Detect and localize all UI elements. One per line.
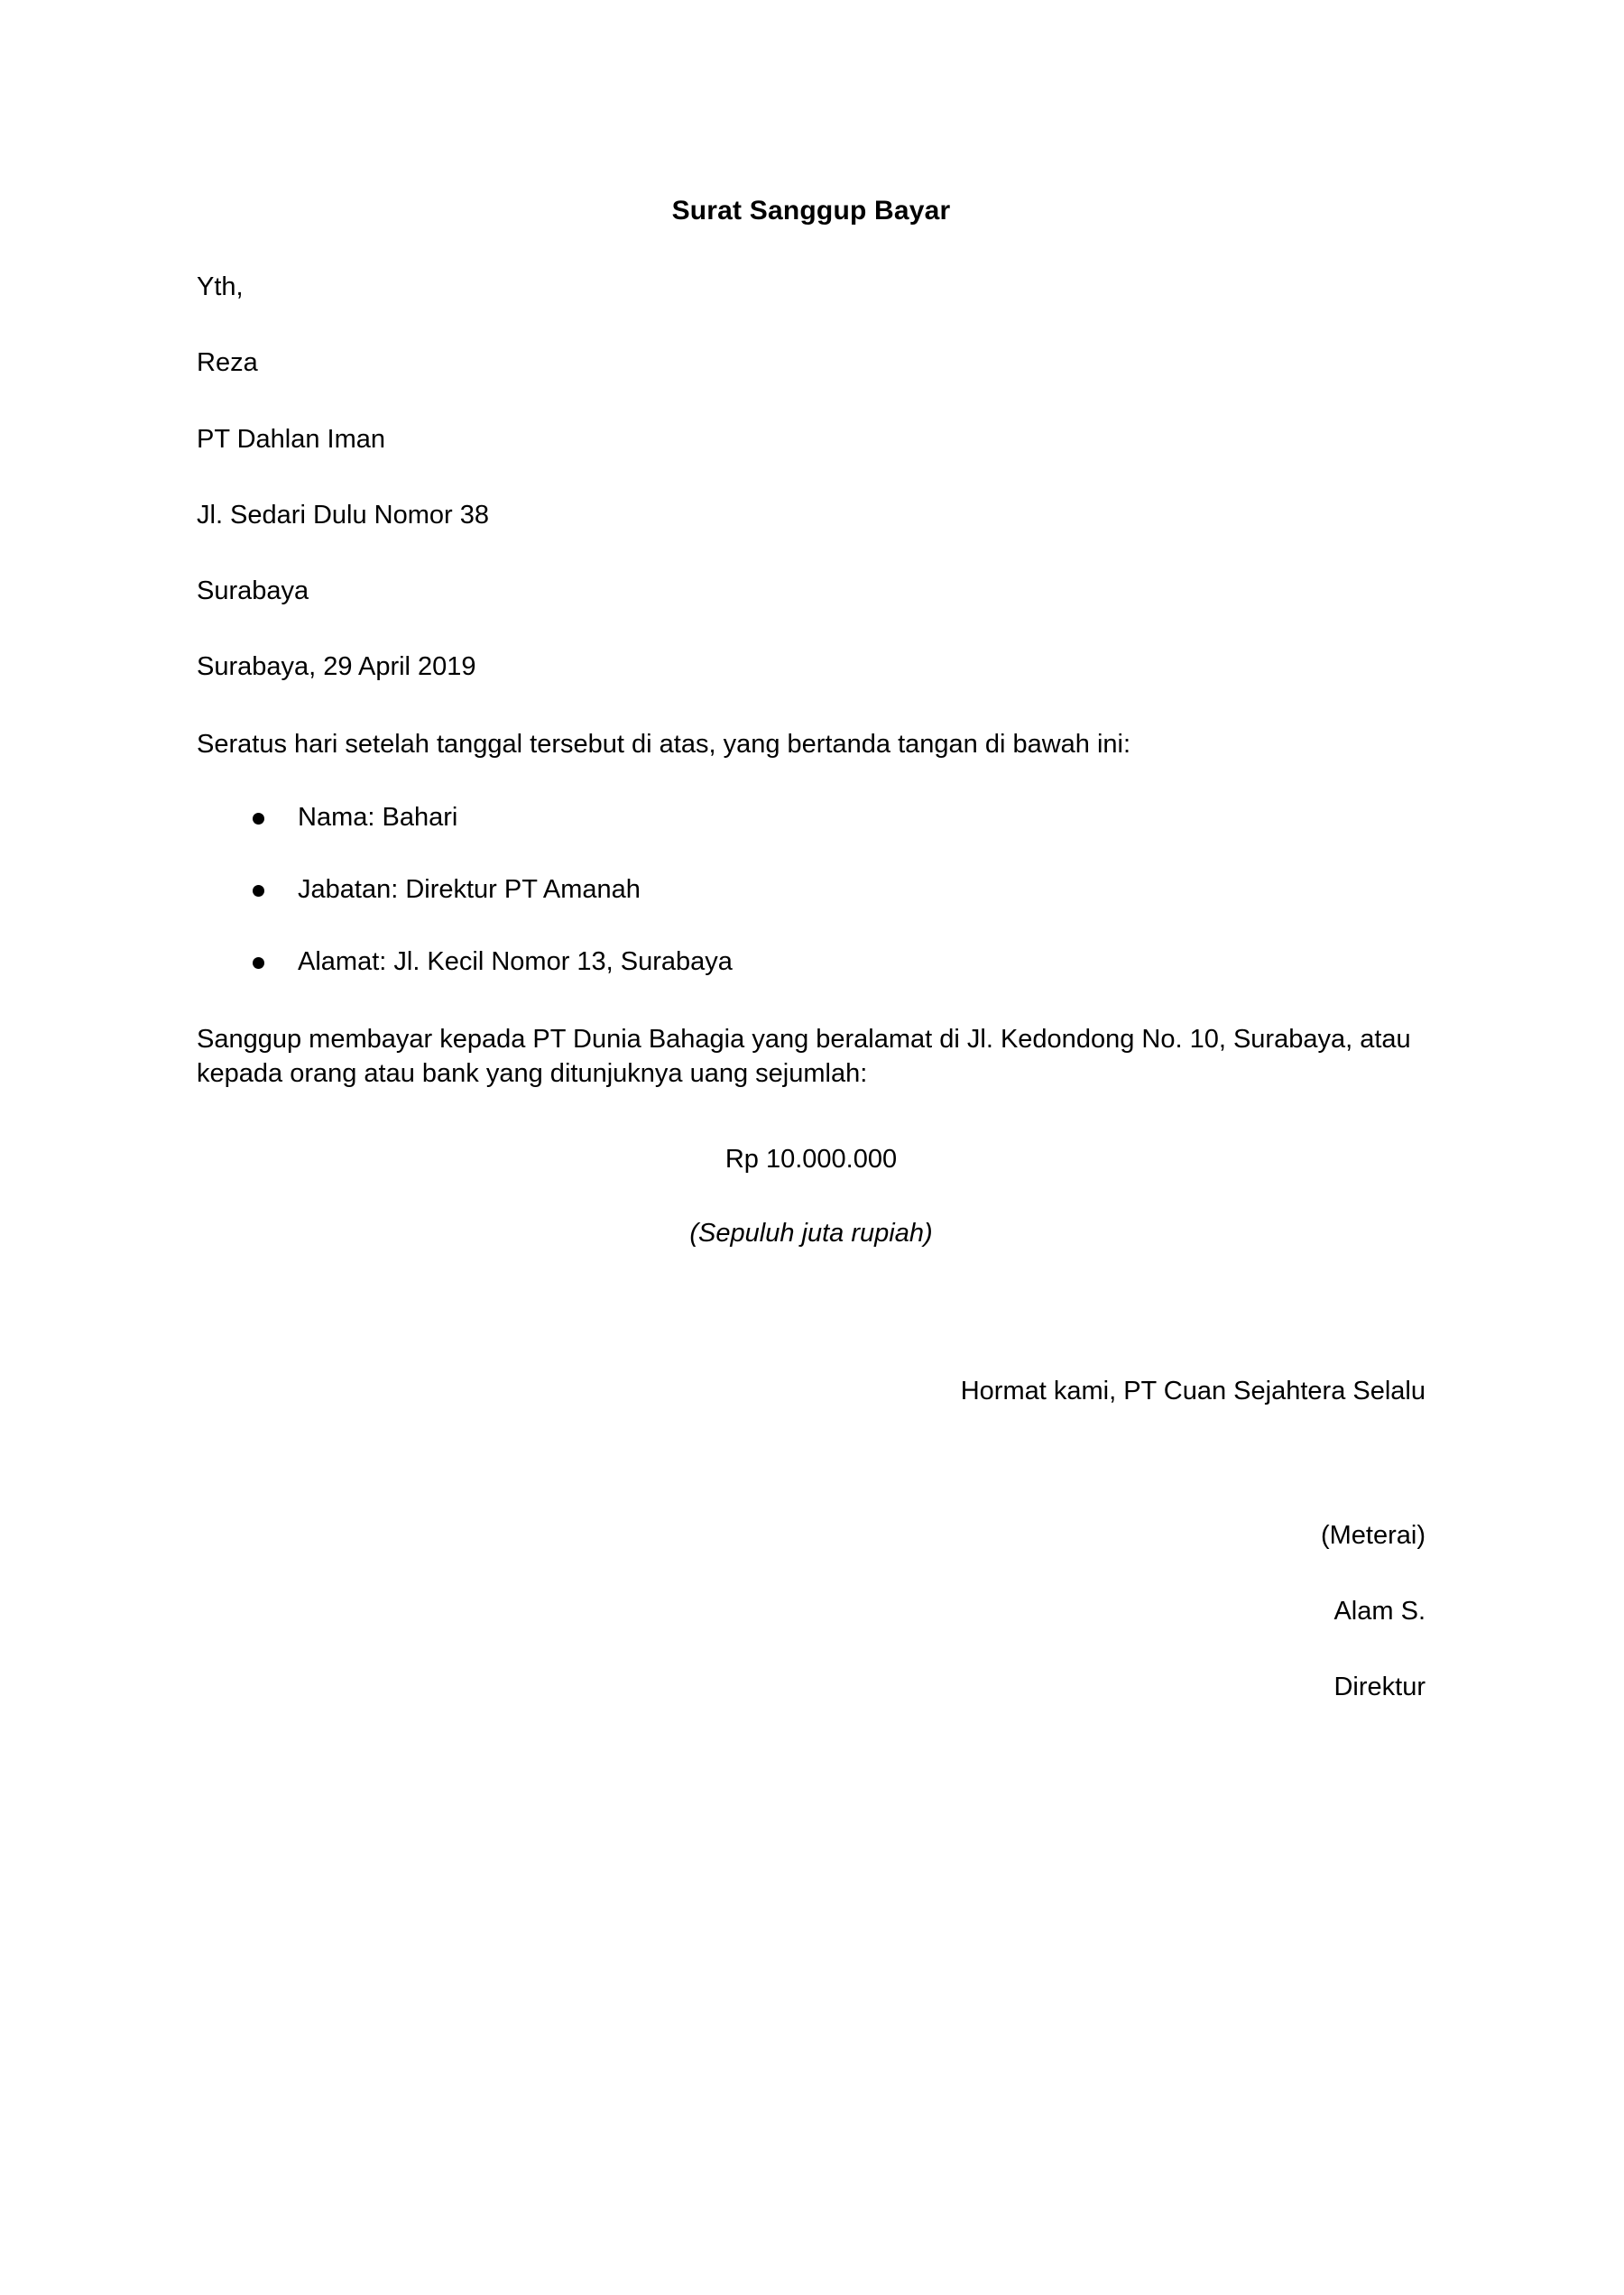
amount-figure: Rp 10.000.000	[724, 1145, 898, 1175]
list-item-label: Alamat: Jl. Kecil Nomor 13, Surabaya	[298, 947, 733, 977]
recipient-salutation: Yth,	[197, 272, 244, 301]
signer-title: Direktur	[1333, 1673, 1426, 1702]
page-title: Surat Sanggup Bayar	[671, 196, 951, 226]
recipient-name: Reza	[197, 348, 258, 378]
list-item	[197, 834, 1426, 906]
promise-paragraph: Sanggup membayar kepada PT Dunia Bahagia yang beralamat di Jl. Kedondong No. 10, Surabaya, atau kepada orang atau bank yang ditunjuknya uang sejumlah:	[197, 1024, 1411, 1088]
place-and-date: Surabaya, 29 April 2019	[197, 652, 476, 682]
closing-line: Hormat kami, PT Cuan Sejahtera Selalu	[960, 1376, 1426, 1406]
list-item-label: Jabatan: Direktur PT Amanah	[298, 875, 641, 905]
intro-paragraph: Seratus hari setelah tanggal tersebut di atas, yang bertanda tangan di bawah ini:	[197, 729, 1131, 759]
stamp-note: (Meterai)	[1320, 1520, 1426, 1550]
signature-block	[197, 1407, 1426, 1704]
recipient-city: Surabaya	[197, 576, 309, 605]
list-item	[197, 761, 1426, 834]
signer-name: Alam S.	[1333, 1597, 1426, 1627]
bullet-icon	[253, 885, 264, 897]
list-item	[197, 906, 1426, 978]
amount-in-words: (Sepuluh juta rupiah)	[689, 1219, 933, 1249]
bullet-icon	[253, 813, 264, 825]
recipient-street: Jl. Sedari Dulu Nomor 38	[197, 500, 489, 530]
bullet-icon	[253, 957, 264, 969]
signatory-detail-list	[197, 761, 1426, 979]
list-item-label: Nama: Bahari	[298, 802, 458, 832]
recipient-company: PT Dahlan Iman	[197, 424, 386, 454]
document-content	[197, 0, 1426, 1704]
